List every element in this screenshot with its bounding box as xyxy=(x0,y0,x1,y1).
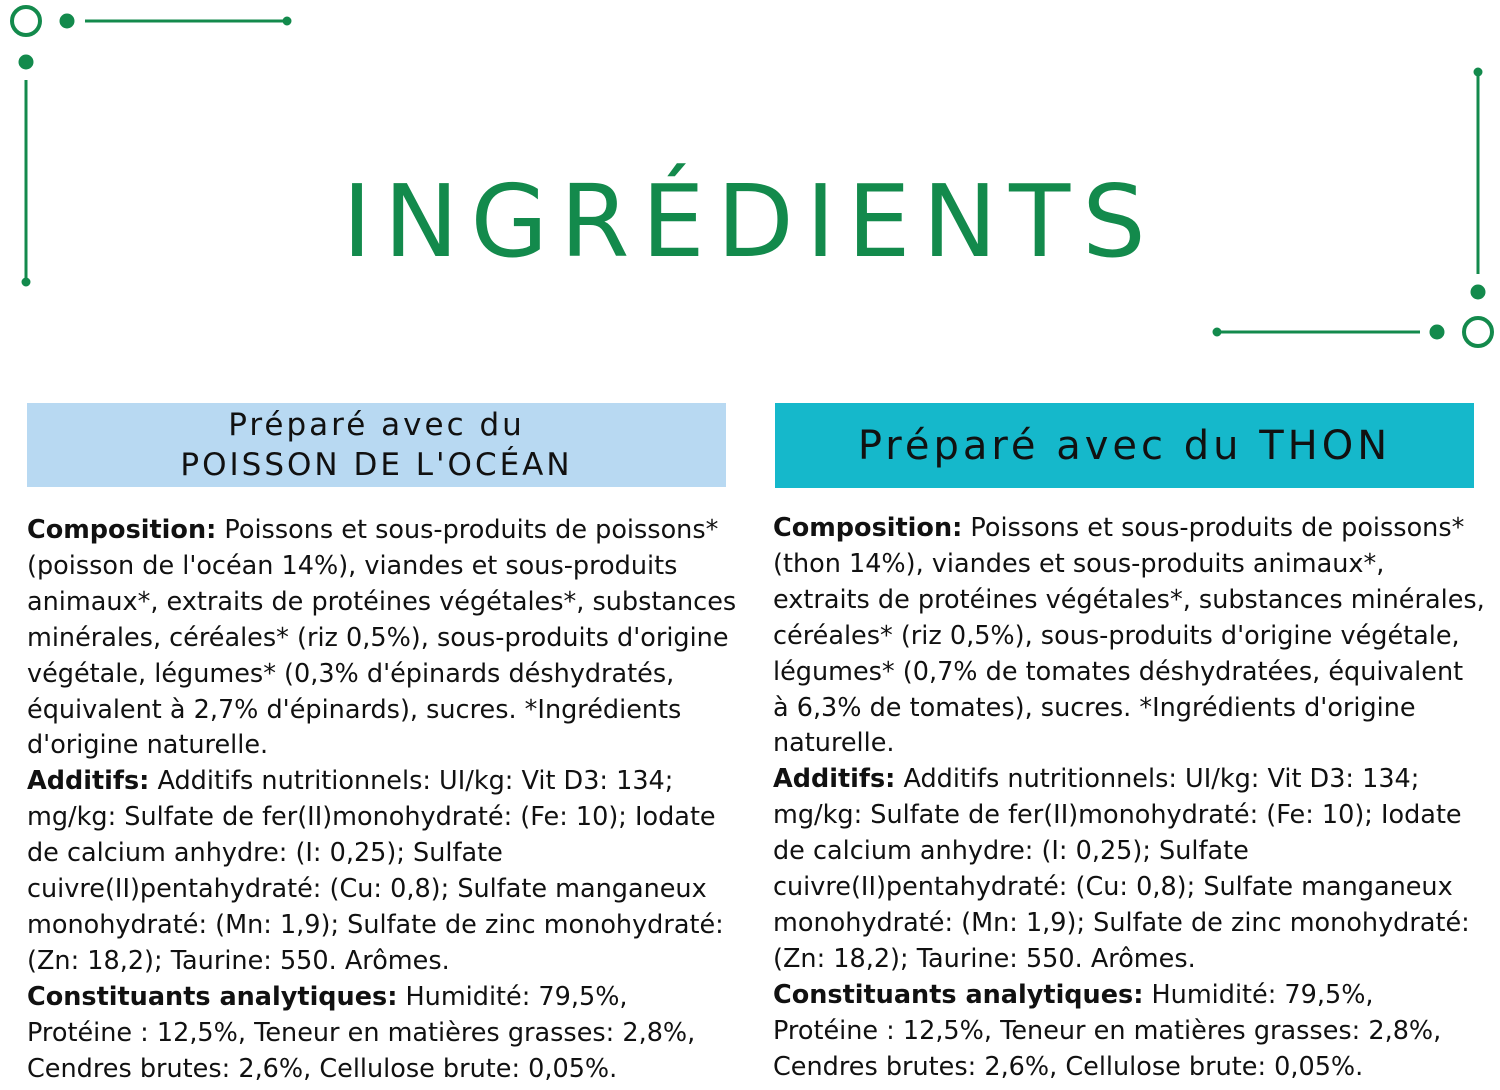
additives-label: Additifs: xyxy=(773,764,896,795)
composition-label: Composition: xyxy=(773,513,963,543)
analytics-paragraph xyxy=(773,978,1485,1086)
composition-label: Composition: xyxy=(27,515,217,545)
page-title: INGRÉDIENTS xyxy=(342,163,1158,280)
analytics-text: Humidité: 79,5%, Protéine : 12,5%, Teneur en matières grasses: 2,8%, Cendres brutes: 2,6%, Cellulose brute: 0,05%. xyxy=(27,981,696,1084)
ocean-fish-header-line1: Préparé avec du xyxy=(228,407,525,443)
composition-paragraph xyxy=(27,513,737,764)
additives-paragraph xyxy=(27,764,737,979)
composition-text: Poissons et sous-produits de poissons* (thon 14%), viandes et sous-produits animaux*, extraits de protéines végétales*, substances minérales, céréales* (riz 0,5%), sous-produits d'origine végétale, légumes* (0,7% de tomates déshydratées, équivalent à 6,3% de tomates), sucres. *Ingrédients d'origine naturelle. xyxy=(773,513,1485,759)
tuna-header xyxy=(775,403,1474,488)
ocean-fish-header-line2: POISSON DE L'OCÉAN xyxy=(180,447,573,483)
tuna-ingredients xyxy=(773,511,1485,1086)
additives-text: Additifs nutritionnels: UI/kg: Vit D3: 134; mg/kg: Sulfate de fer(II)monohydraté: (Fe: 10); Iodate de calcium anhydre: (I: 0,25); Sulfate cuivre(II)pentahydraté: (Cu: 0,8); Sulfate manganeux monohydraté: (Mn: 1,9); Sulfate de zinc monohydraté: (Zn: 18,2); Taurine: 550. Arômes. xyxy=(773,764,1470,974)
additives-paragraph xyxy=(773,762,1485,977)
analytics-paragraph xyxy=(27,980,737,1088)
analytics-label: Constituants analytiques: xyxy=(27,981,398,1012)
composition-paragraph xyxy=(773,511,1485,762)
tuna-header-text: Préparé avec du THON xyxy=(857,422,1392,469)
analytics-label: Constituants analytiques: xyxy=(773,979,1144,1010)
analytics-text: Humidité: 79,5%, Protéine : 12,5%, Teneur en matières grasses: 2,8%, Cendres brutes: 2,6%, Cellulose brute: 0,05%. xyxy=(773,979,1442,1082)
composition-text: Poissons et sous-produits de poissons* (poisson de l'océan 14%), viandes et sous-produits animaux*, extraits de protéines végétales*, substances minérales, céréales* (riz 0,5%), sous-produits d'origine végétale, légumes* (0,3% d'épinards déshydratés, équivalent à 2,7% d'épinards), sucres. *Ingrédients d'origine naturelle. xyxy=(27,515,737,761)
additives-text: Additifs nutritionnels: UI/kg: Vit D3: 134; mg/kg: Sulfate de fer(II)monohydraté: (Fe: 10); Iodate de calcium anhydre: (I: 0,25); Sulfate cuivre(II)pentahydraté: (Cu: 0,8); Sulfate manganeux monohydraté: (Mn: 1,9); Sulfate de zinc monohydraté: (Zn: 18,2); Taurine: 550. Arômes. xyxy=(27,766,724,976)
ocean-fish-ingredients xyxy=(27,513,737,1088)
ocean-fish-header xyxy=(27,403,726,487)
additives-label: Additifs: xyxy=(27,766,150,797)
